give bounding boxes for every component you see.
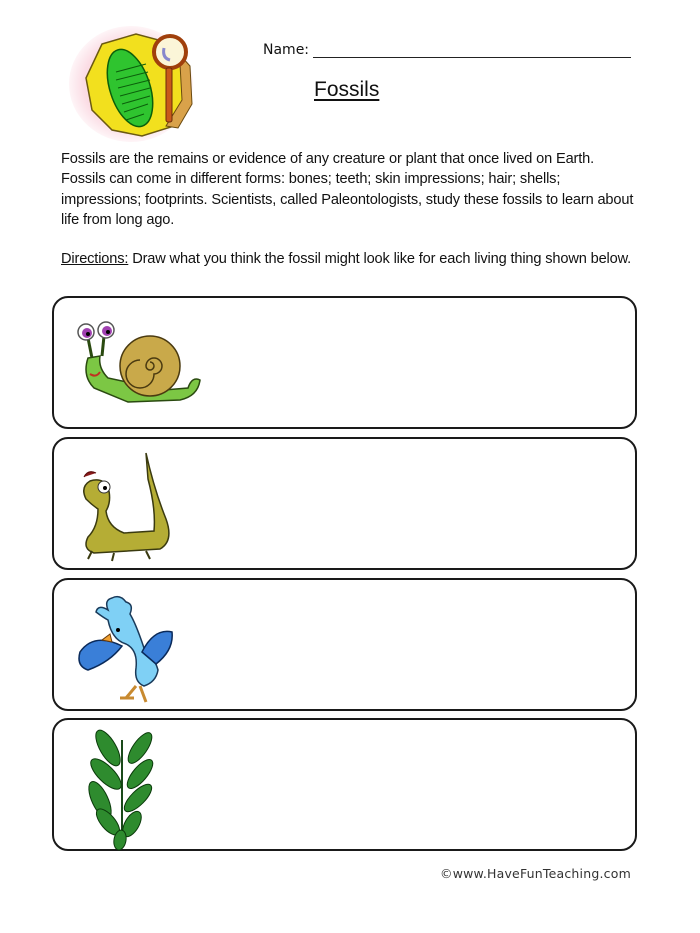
trilobite-fossil-icon (66, 22, 206, 142)
copyright-footer: ©www.HaveFunTeaching.com (440, 866, 631, 881)
name-field[interactable] (263, 42, 631, 58)
drawing-box-bird[interactable] (52, 578, 637, 711)
trilobite-fossil-image (66, 22, 206, 142)
name-input-line[interactable] (313, 42, 631, 58)
directions-text: Draw what you think the fossil might look like for each living thing shown below. (128, 251, 632, 267)
directions (61, 249, 641, 269)
drawing-box-snail[interactable] (52, 296, 637, 429)
drawing-box-dinosaur[interactable] (52, 437, 637, 570)
bird-icon (74, 590, 184, 705)
intro-paragraph: Fossils are the remains or evidence of any creature or plant that once lived on Earth. Fossils can come in different forms: bones; teeth; skin impressions; hair; shells; impressions; footprints. Scientists, called Paleontologists, study these fossils to learn about life from long ago. (61, 151, 634, 228)
page-title: Fossils (314, 78, 380, 101)
directions-label: Directions: (61, 251, 129, 267)
dinosaur-icon (74, 449, 184, 564)
snail-icon (68, 318, 208, 413)
drawing-box-plant[interactable] (52, 718, 637, 851)
name-label: Name: (263, 42, 310, 58)
leaf-branch-icon (82, 726, 162, 851)
